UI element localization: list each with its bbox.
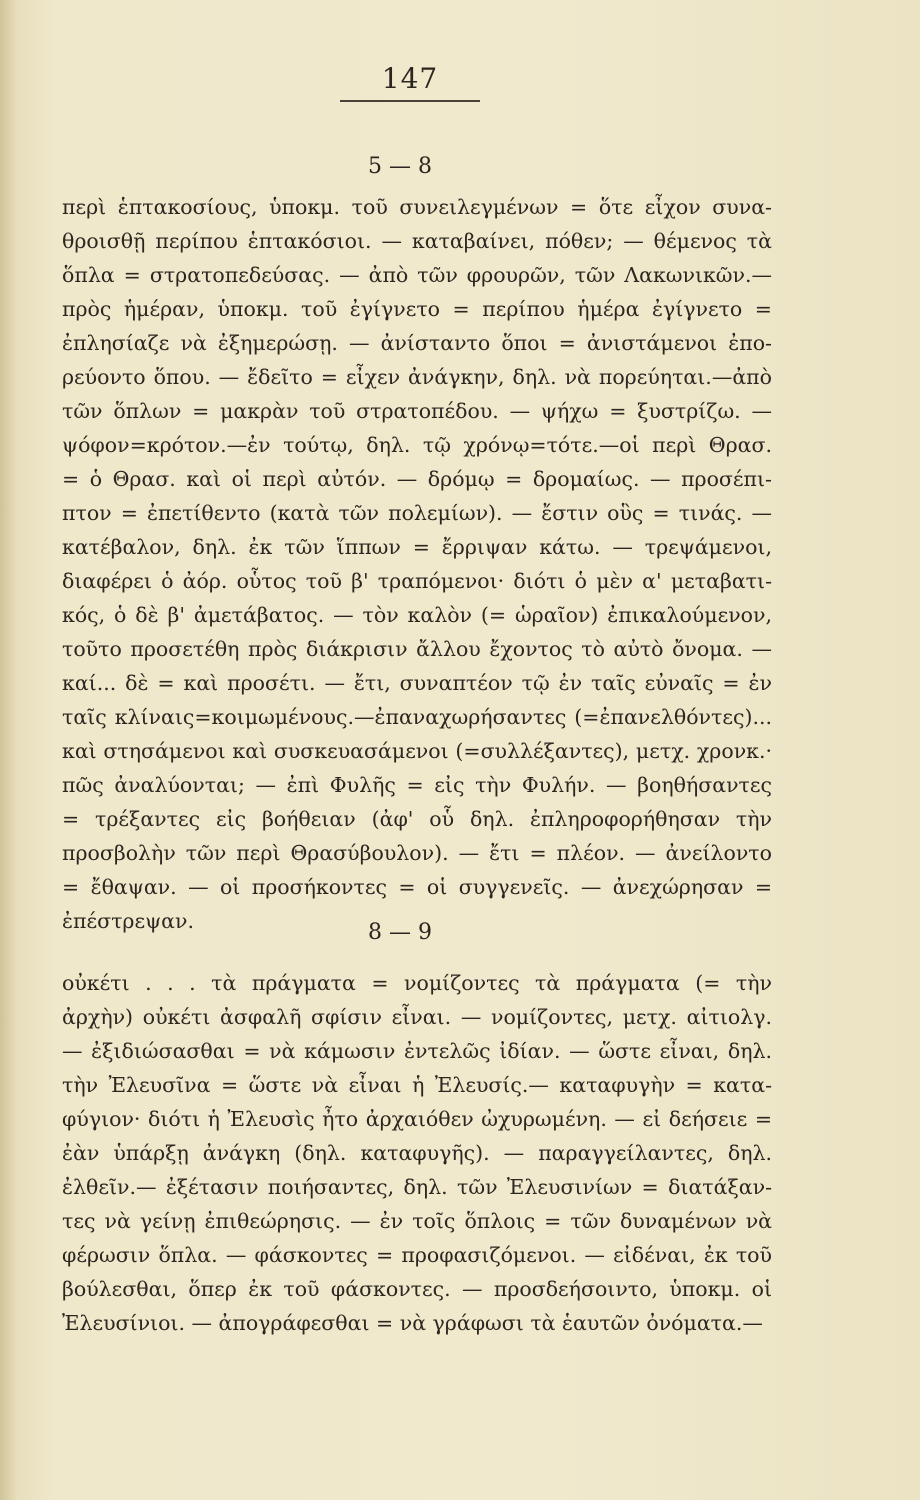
text-line: βούλεσθαι, ὅπερ ἐκ τοῦ φάσκοντες. — προσδεήσοιντο, ὑποκμ. οἱ (62, 1277, 772, 1301)
text-line: ἐπέστρεψαν. (62, 909, 194, 933)
text-line: = ὁ Θρασ. καὶ οἱ περὶ αὐτόν. — δρόμῳ = δρομαίως. — προσέπι- (62, 467, 772, 491)
text-line: καί... δὲ = καὶ προσέτι. — ἔτι, συναπτέον τῷ ἐν ταῖς εὐναῖς = ἐν (62, 671, 772, 695)
text-line: πῶς ἀναλύονται; — ἐπὶ Φυλῆς = εἰς τὴν Φυλήν. — βοηθήσαντες (62, 773, 772, 797)
text-line: ταῖς κλίναις=κοιμωμένους.—ἐπαναχωρήσαντες (=ἐπανελθόντες)... (62, 705, 772, 729)
text-line: τοῦτο προσετέθη πρὸς διάκρισιν ἄλλου ἔχοντος τὸ αὐτὸ ὄνομα. — (62, 637, 772, 661)
text-line: θροισθῇ περίπου ἑπτακόσιοι. — καταβαίνει, πόθεν; — θέμενος τὰ (62, 229, 772, 253)
text-line: πρὸς ἡμέραν, ὑποκμ. τοῦ ἐγίγνετο = περίπου ἡμέρα ἐγίγνετο = (62, 297, 772, 321)
text-line: ψόφον=κρότον.—ἐν τούτῳ, δηλ. τῷ χρόνῳ=τότε.—οἱ περὶ Θρασ. (62, 433, 772, 457)
text-line: πτον = ἐπετίθεντο (κατὰ τῶν πολεμίων). — ἔστιν οὓς = τινάς. — (62, 501, 772, 525)
section-heading-8-9: 8 — 9 (368, 920, 432, 945)
section-text-8-9 (62, 966, 772, 1340)
text-line: ρεύοντο ὅπου. — ἔδεῖτο = εἶχεν ἀνάγκην, δηλ. νὰ πορεύηται.—ἀπὸ (62, 365, 772, 389)
page-number-rule (340, 100, 480, 102)
text-line: καὶ στησάμενοι καὶ συσκευασάμενοι (=συλλέξαντες), μετχ. χρονκ.· (62, 739, 772, 763)
text-line: κός, ὁ δὲ β' ἀμετάβατος. — τὸν καλὸν (= ὡραῖον) ἐπικαλούμενον, (62, 603, 772, 627)
text-line: κατέβαλον, δηλ. ἐκ τῶν ἵππων = ἔρριψαν κάτω. — τρεψάμενοι, (62, 535, 772, 559)
text-line: τες νὰ γείνῃ ἐπιθεώρησις. — ἐν τοῖς ὅπλοις = τῶν δυναμένων νὰ (62, 1209, 772, 1233)
text-line: φύγιον· διότι ἡ Ἐλευσὶς ἦτο ἀρχαιόθεν ὠχυρωμένη. — εἰ δεήσειε = (62, 1107, 772, 1131)
text-line: ἐπλησίαζε νὰ ἐξημερώσῃ. — ἀνίσταντο ὅποι = ἀνιστάμενοι ἐπο- (62, 331, 772, 355)
text-line: Ἐλευσίνιοι. — ἀπογράφεσθαι = νὰ γράφωσι τὰ ἑαυτῶν ὀνόματα.— (62, 1311, 763, 1335)
page-binding-edge (0, 0, 16, 1500)
text-line: ἐὰν ὑπάρξῃ ἀνάγκη (δηλ. καταφυγῆς). — παραγγείλαντες, δηλ. (62, 1141, 772, 1165)
text-line: = τρέξαντες εἰς βοήθειαν (ἀφ' οὗ δηλ. ἐπληροφορήθησαν τὴν (62, 807, 772, 831)
section-text-5-8 (62, 190, 772, 938)
text-line: περὶ ἑπτακοσίους, ὑποκμ. τοῦ συνειλεγμένων = ὅτε εἶχον συνα- (62, 195, 772, 219)
text-line: = ἔθαψαν. — οἱ προσήκοντες = οἱ συγγενεῖς. — ἀνεχώρησαν = (62, 875, 772, 899)
text-line: οὐκέτι . . . τὰ πράγματα = νομίζοντες τὰ πράγματα (= τὴν (62, 971, 772, 995)
text-line: τὴν Ἐλευσῖνα = ὥστε νὰ εἶναι ἡ Ἐλευσίς.— καταφυγὴν = κατα- (62, 1073, 772, 1097)
text-line: τῶν ὅπλων = μακρὰν τοῦ στρατοπέδου. — ψήχω = ξυστρίζω. — (62, 399, 772, 423)
text-line: προσβολὴν τῶν περὶ Θρασύβουλον). — ἔτι = πλέον. — ἀνείλοντο (62, 841, 772, 865)
text-line: ἐλθεῖν.— ἐξέτασιν ποιήσαντες, δηλ. τῶν Ἐλευσινίων = διατάξαν- (62, 1175, 772, 1199)
text-line: διαφέρει ὁ ἀόρ. οὗτος τοῦ β' τραπόμενοι· διότι ὁ μὲν α' μεταβατι- (62, 569, 772, 593)
text-line: ἀρχὴν) οὐκέτι ἀσφαλῆ σφίσιν εἶναι. — νομίζοντες, μετχ. αἰτιολγ. (62, 1005, 772, 1029)
text-line: — ἐξιδιώσασθαι = νὰ κάμωσιν ἐντελῶς ἰδίαν. — ὥστε εἶναι, δηλ. (62, 1039, 772, 1063)
text-line: φέρωσιν ὅπλα. — φάσκοντες = προφασιζόμενοι. — εἰδέναι, ἐκ τοῦ (62, 1243, 772, 1267)
page-number: 147 (381, 62, 439, 95)
section-heading-5-8: 5 — 8 (368, 154, 432, 179)
text-line: ὅπλα = στρατοπεδεύσας. — ἀπὸ τῶν φρουρῶν, τῶν Λακωνικῶν.— (62, 263, 772, 287)
